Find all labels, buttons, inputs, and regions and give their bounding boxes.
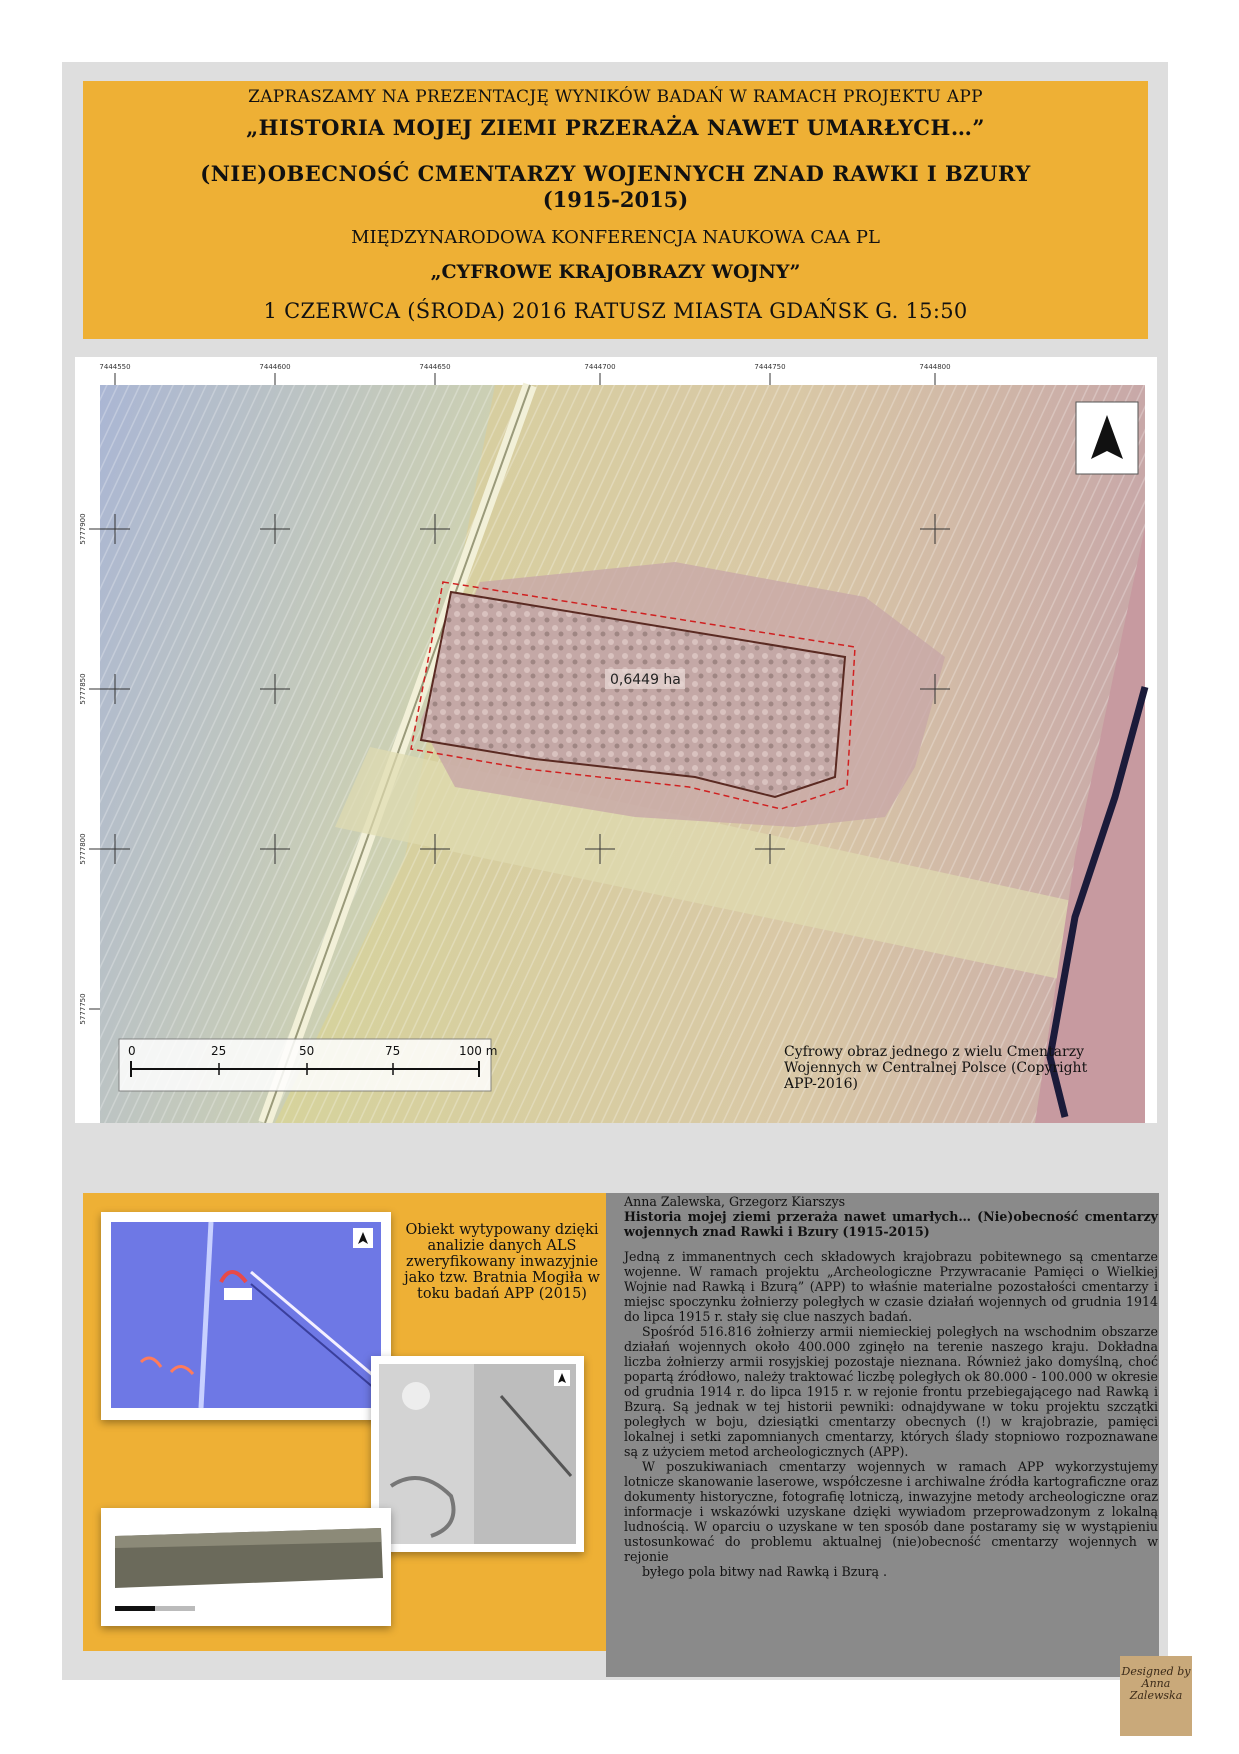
area-label: 0,6449 ha xyxy=(610,672,681,688)
header-date-place: 1 CZERWCA (ŚRODA) 2016 RATUSZ MIASTA GDAŃSK G. 15:50 xyxy=(263,299,968,323)
scale-bar xyxy=(119,1039,497,1091)
header-invitation: ZAPRASZAMY NA PREZENTACJĘ WYNIKÓW BADAŃ W RAMACH PROJEKTU APP xyxy=(248,87,983,107)
y-tick: 5777850 xyxy=(79,673,87,705)
lidar-map xyxy=(75,357,1157,1123)
soil-profile-photo xyxy=(101,1508,391,1626)
x-tick: 7444700 xyxy=(584,363,616,371)
scale-label: 75 xyxy=(385,1044,401,1058)
designer-logo: Designed by Anna Zalewska xyxy=(1120,1656,1192,1736)
header-conference: MIĘDZYNARODOWA KONFERENCJA NAUKOWA CAA PL xyxy=(351,227,880,248)
north-arrow-icon xyxy=(1076,402,1138,474)
header-subtitle: (NIE)OBECNOŚĆ CMENTARZY WOJENNYCH ZNAD RAWKI I BZURY xyxy=(200,161,1031,186)
header-banner xyxy=(83,81,1148,339)
article-authors: Anna Zalewska, Grzegorz Kiarszys xyxy=(624,1194,846,1209)
header-title: „HISTORIA MOJEJ ZIEMI PRZERAŻA NAWET UMARŁYCH…” xyxy=(246,115,985,140)
grayscale-photo xyxy=(371,1356,584,1552)
x-tick: 7444600 xyxy=(259,363,291,371)
map-graphic xyxy=(75,357,1157,1123)
x-tick: 7444750 xyxy=(754,363,786,371)
article-paragraph: Jedną z immanentnych cech składowych krajobrazu pobitewnego są cmentarze wojenne. W ramach projektu „Archeologiczne Przywracanie Pamięci o Wielkiej Wojnie nad Rawką i Bzurą” (APP) to właśnie materialne pozostałości cmentarzy i miejsc spoczynku żołnierzy poległych w czasie działań wojennych od grudnia 1914 do lipca 1915 r. stały się clue naszych badań. xyxy=(624,1249,1158,1324)
header-conference-title: „CYFROWE KRAJOBRAZY WOJNY” xyxy=(430,261,801,283)
y-tick: 5777750 xyxy=(79,993,87,1025)
y-tick: 5777900 xyxy=(79,513,87,545)
article-paragraph: W poszukiwaniach cmentarzy wojennych w ramach APP wykorzystujemy lotnicze skanowanie laserowe, współczesne i archiwalne źródła kartograficzne oraz dokumenty historyczne, fotografię lotniczą, inwazyjne metody archeologiczne oraz informacje i wskazówki uzyskane dzięki wywiadom przeprowadzonym z lokalną ludnością. W oparciu o uzyskane w ten sposób dane postaramy się w wystąpieniu ustosunkować do problemu aktualnej (nie)obecność cmentarzy wojennych w rejonie xyxy=(624,1459,1158,1564)
article-paragraph: byłego pola bitwy nad Rawką i Bzurą . xyxy=(642,1564,888,1579)
object-caption: Obiekt wytypowany dzięki analizie danych ALS zweryfikowany inwazyjnie jako tzw. Bratnia Mogiła w toku badań APP (2015) xyxy=(404,1222,600,1302)
scale-label: 0 xyxy=(128,1044,136,1058)
scale-label: 25 xyxy=(211,1044,227,1058)
article-title: Historia mojej ziemi przeraża nawet umarłych… (Nie)obecność cmentarzy wojennych znad Rawki i Bzury (1915-2015) xyxy=(624,1209,1158,1239)
x-tick: 7444550 xyxy=(99,363,131,371)
x-tick: 7444800 xyxy=(919,363,951,371)
scale-label: 50 xyxy=(299,1044,315,1058)
header-years: (1915-2015) xyxy=(542,187,689,212)
lidar-photo xyxy=(101,1212,391,1420)
scale-label: 100 m xyxy=(459,1044,498,1058)
map-caption: Cyfrowy obraz jednego z wielu Cmentarzy Wojennych w Centralnej Polsce (Copyright APP-2016) xyxy=(784,1044,1088,1092)
article-text xyxy=(624,1194,1158,1579)
x-tick: 7444650 xyxy=(419,363,451,371)
y-tick: 5777800 xyxy=(79,833,87,865)
article-paragraph: Spośród 516.816 żołnierzy armii niemieckiej poległych na wschodnim obszarze działań wojennych około 400.000 zginęło na terenie naszego kraju. Dokładna liczba żołnierzy armii rosyjskiej pozostaje nieznana. Również jako domyślną, choć popartą źródłowo, należy traktować liczbę poległych ok 80.000 - 100.000 w okresie od grudnia 1914 r. do lipca 1915 r. w rejonie frontu przebiegającego nad Rawką i Bzurą. Są jednak w tej historii pewniki: odnajdywane w toku projektu szczątki poległych w boju, dziesiątki cmentarzy obecnych (!) w krajobrazie, pamięci lokalnej i setki zapomnianych cmentarzy, których ślady stopniowo rozpoznawane są z użyciem metod archeologicznych (APP). xyxy=(624,1324,1158,1459)
